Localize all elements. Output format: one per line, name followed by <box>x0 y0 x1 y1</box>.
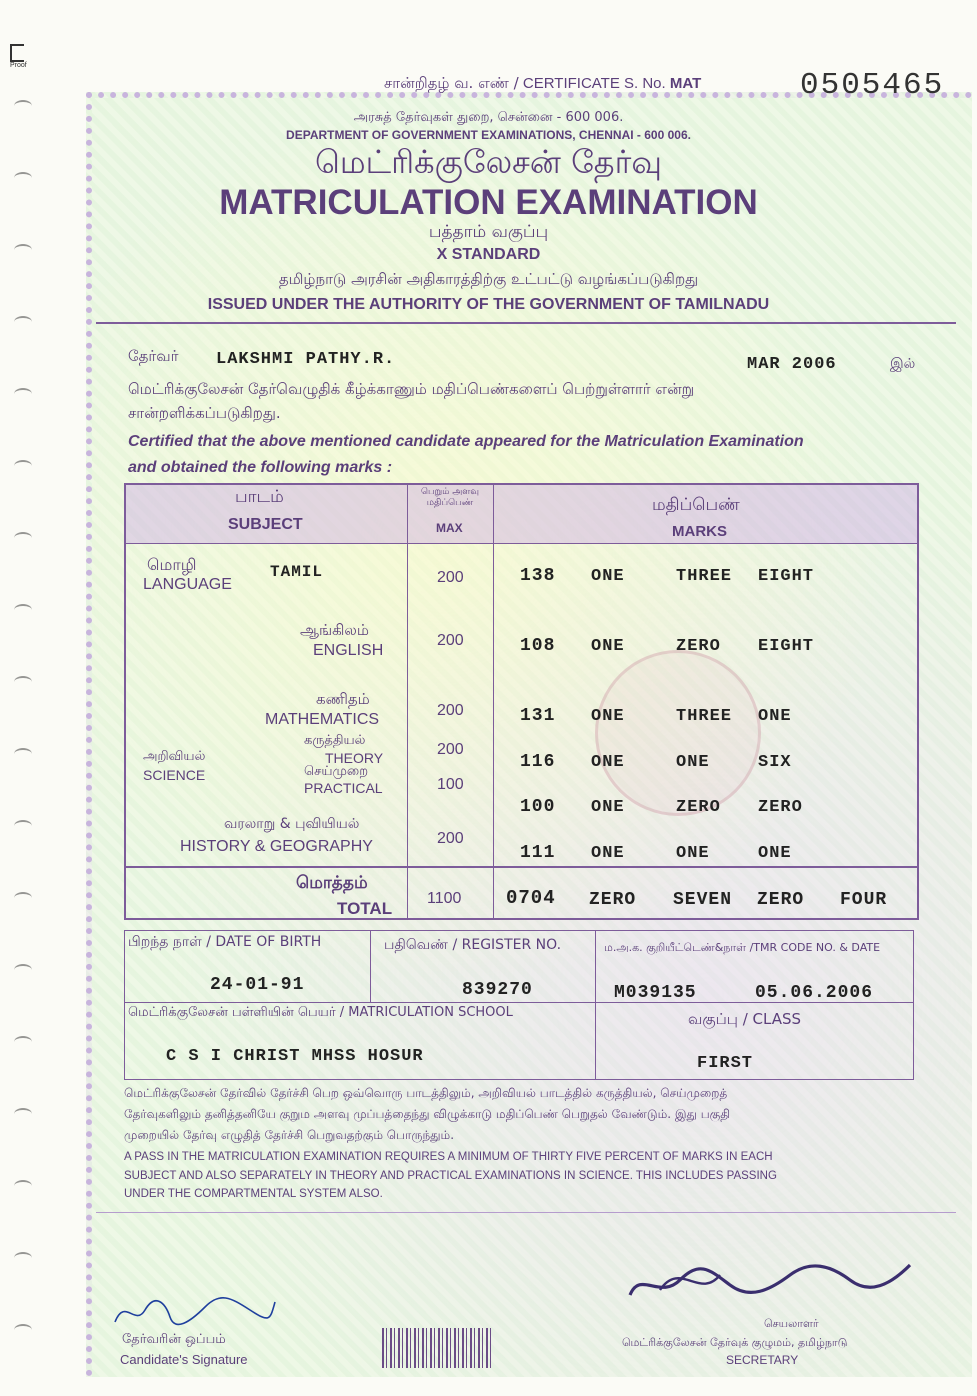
subject-theory-tamil: கருத்தியல் <box>304 733 366 748</box>
total-label-tamil: மொத்தம் <box>296 873 368 893</box>
note-tamil-1: மெட்ரிக்குலேசன் தேர்வில் தேர்ச்சி பெற ஒவ்வொரு பாடத்திலும், அறிவியல் பாடத்தில் கருத்தியல், செய்முறைத் <box>124 1086 728 1100</box>
subject-history-tamil: வரலாறு & புவியியல் <box>224 816 360 832</box>
certify-line-english: Certified that the above mentioned candidate appeared for the Matriculation Examination <box>128 433 804 450</box>
science-label: SCIENCE <box>143 767 206 783</box>
register-number: 839270 <box>462 980 533 1000</box>
max-practical: 100 <box>437 776 464 793</box>
total-mark: 0704 <box>506 887 556 909</box>
certificate-number: 0505465 <box>800 68 945 103</box>
mark-word: ONE <box>591 637 625 656</box>
school-name: C S I CHRIST MHSS HOSUR <box>166 1047 424 1066</box>
science-label-tamil: அறிவியல் <box>143 749 206 764</box>
subject-history: HISTORY & GEOGRAPHY <box>180 838 373 855</box>
mark-word: ZERO <box>757 890 805 910</box>
mark-word: ONE <box>676 753 710 772</box>
class-label: வகுப்பு / CLASS <box>688 1010 802 1028</box>
note-english-1: A PASS IN THE MATRICULATION EXAMINATION REQUIRES A MINIMUM OF THIRTY FIVE PERCENT OF MARKS IN EACH <box>124 1151 773 1163</box>
mark-word: ONE <box>591 844 625 863</box>
tmr-label: ம.அ.க. குறியீட்டெண்&நாள் /TMR CODE NO. & DATE <box>604 941 881 954</box>
subject-maths: MATHEMATICS <box>265 711 380 728</box>
mark-english: 108 <box>520 636 556 656</box>
note-tamil-2: தேர்வுகளிலும் தனித்தனியே குறும அளவு முப்பத்தைந்து விழுக்காடு மதிப்பெண் பெறுதல் வேண்டும். இது பகுதி <box>124 1107 731 1121</box>
subject-english-tamil: ஆங்கிலம் <box>300 621 369 639</box>
certify-line-tamil: மெட்ரிக்குலேசன் தேர்வெழுதிக் கீழ்க்காணும் மதிப்பெண்களைப் பெற்றுள்ளார் என்று <box>128 380 695 398</box>
max-english: 200 <box>437 632 464 649</box>
candidate-signature <box>110 1292 280 1332</box>
note-tamil-3: முறையில் தேர்வு எழுதித் தேர்ச்சி பெறுவதற்கும் பொருந்தும். <box>124 1128 455 1142</box>
mark-word: ONE <box>758 707 792 726</box>
subject-tamil: TAMIL <box>270 563 324 581</box>
exam-title-tamil: மெட்ரிக்குலேசன் தேர்வு <box>315 143 662 181</box>
exam-session: MAR 2006 <box>747 355 837 374</box>
mark-history: 111 <box>520 843 556 863</box>
total-label: TOTAL <box>337 899 393 918</box>
mark-word: ONE <box>758 844 792 863</box>
mark-word: ONE <box>591 567 625 586</box>
mark-practical: 100 <box>520 797 556 817</box>
date-of-birth: 24-01-91 <box>210 975 305 995</box>
mark-theory: 116 <box>520 752 556 772</box>
school-label: மெட்ரிக்குலேசன் பள்ளியின் பெயர் / MATRICULATION SCHOOL <box>128 1005 513 1020</box>
dept-english: DEPARTMENT OF GOVERNMENT EXAMINATIONS, CHENNAI - 600 006. <box>286 128 691 142</box>
candidate-signature-label: Candidate's Signature <box>120 1352 248 1367</box>
certificate-number-label: சான்றிதழ் வ. எண் / CERTIFICATE S. No. MAT <box>384 74 702 92</box>
max-head: MAX <box>436 521 463 535</box>
perforation-holes <box>14 100 34 1396</box>
max-maths: 200 <box>437 702 464 719</box>
secretary-label-tamil: செயலாளர் <box>764 1317 819 1330</box>
mark-word: ZERO <box>758 798 803 817</box>
mark-word: EIGHT <box>758 637 815 656</box>
max-head-tamil: பெறும் அளவு மதிப்பெண் <box>420 487 480 508</box>
subject-head: SUBJECT <box>228 516 303 533</box>
exam-title-english: MATRICULATION EXAMINATION <box>219 183 758 222</box>
footer-divider <box>96 1212 956 1213</box>
mark-maths: 131 <box>520 706 556 726</box>
mark-word: ONE <box>591 798 625 817</box>
note-english-2: SUBJECT AND ALSO SEPARATELY IN THEORY AND PRACTICAL EXAMINATIONS IN SCIENCE. THIS INCLUDES PASSING <box>124 1170 777 1182</box>
candidate-signature-label-tamil: தேர்வரின் ஒப்பம் <box>122 1332 226 1347</box>
language-label-tamil: மொழி <box>147 555 197 574</box>
class-value: FIRST <box>697 1054 754 1073</box>
mark-word: ZERO <box>589 890 637 910</box>
subject-maths-tamil: கணிதம் <box>316 690 370 708</box>
proof-mark: Proof <box>10 44 32 72</box>
dept-tamil: அரசுத் தேர்வுகள் துறை, சென்னை - 600 006. <box>353 110 624 125</box>
mark-word: THREE <box>676 707 733 726</box>
marks-head-tamil: மதிப்பெண் <box>652 495 740 515</box>
mark-tamil: 138 <box>520 566 556 586</box>
certify-line-english-2: and obtained the following marks : <box>128 459 393 476</box>
marks-head: MARKS <box>672 523 727 540</box>
dob-label: பிறந்த நாள் / DATE OF BIRTH <box>128 934 322 950</box>
total-max: 1100 <box>427 890 462 907</box>
standard-tamil: பத்தாம் வகுப்பு <box>428 222 549 242</box>
register-label: பதிவெண் / REGISTER NO. <box>384 937 562 953</box>
mark-word: SEVEN <box>673 890 733 910</box>
secretary-board-tamil: மெட்ரிக்குலேசன் தேர்வுக் குழுமம், தமிழ்நாடு <box>622 1336 848 1349</box>
subject-english: ENGLISH <box>313 642 384 659</box>
mark-word: ONE <box>676 844 710 863</box>
header-divider <box>96 322 956 324</box>
barcode <box>382 1328 494 1368</box>
secretary-label: SECRETARY <box>726 1353 799 1367</box>
mark-word: ONE <box>591 707 625 726</box>
tmr-date: 05.06.2006 <box>755 983 874 1003</box>
mark-word: ZERO <box>676 637 721 656</box>
authority-english: ISSUED UNDER THE AUTHORITY OF THE GOVERNMENT OF TAMILNADU <box>207 296 770 313</box>
authority-tamil: தமிழ்நாடு அரசின் அதிகாரத்திற்கு உட்பட்டு வழங்கப்படுகிறது <box>278 270 699 288</box>
max-history: 200 <box>437 830 464 847</box>
secretary-signature <box>620 1250 920 1310</box>
mark-word: FOUR <box>840 890 888 910</box>
mark-word: SIX <box>758 753 792 772</box>
mark-word: ONE <box>591 753 625 772</box>
standard-english: X STANDARD <box>436 246 541 263</box>
candidate-label: தேர்வர் <box>128 347 179 365</box>
candidate-name: LAKSHMI PATHY.R. <box>216 350 396 369</box>
in-label: இல் <box>890 356 916 372</box>
subject-head-tamil: பாடம் <box>235 487 284 507</box>
tmr-code: M039135 <box>614 983 697 1003</box>
mark-word: THREE <box>676 567 733 586</box>
note-english-3: UNDER THE COMPARTMENTAL SYSTEM ALSO. <box>124 1188 383 1200</box>
max-theory: 200 <box>437 741 464 758</box>
subject-practical: PRACTICAL <box>304 780 383 796</box>
subject-theory: THEORY <box>325 750 384 766</box>
language-label: LANGUAGE <box>143 576 232 593</box>
certify-line-tamil-2: சான்றளிக்கப்படுகிறது. <box>128 404 281 422</box>
mark-word: ZERO <box>676 798 721 817</box>
max-tamil: 200 <box>437 569 464 586</box>
mark-word: EIGHT <box>758 567 815 586</box>
subject-practical-tamil: செய்முறை <box>304 764 369 779</box>
